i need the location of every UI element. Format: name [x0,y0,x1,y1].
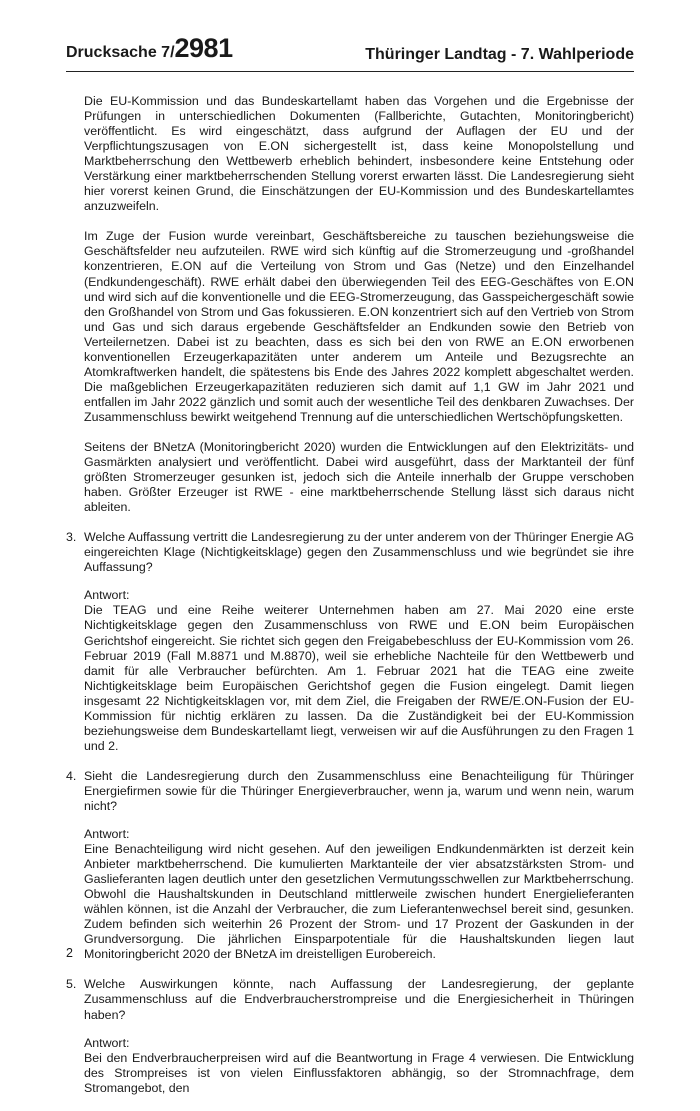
document-number-value: 2981 [174,33,233,63]
answer-block [84,588,634,754]
parliament-title: Thüringer Landtag - 7. Wahlperiode [365,46,634,63]
page-header [66,34,634,70]
question-text: Welche Auswirkungen könnte, nach Auffassung der Landesregierung, der geplante Zusammenschluss auf die Endverbraucherstrompreise und die Energiesicherheit in Thüringen haben? [84,977,634,1022]
answer-text: Eine Benachteiligung wird nicht gesehen. Auf den jeweiligen Endkundenmärkten ist derzeit kein Anbieter marktbeherrschend. Die kumulierten Marktanteile der vier absatzstärksten Strom- und Gaslieferanten lagen deutlich unter den gesetzlichen Vermutungsschwellen zur Marktbeherrschung. Obwohl die Haushaltskunden in Deutschland mittlerweile zwischen hundert Energielieferanten wählen können, ist die Anzahl der Verbraucher, die zum Lieferantenwechsel bereit sind, gesunken. Zudem befinden sich weiterhin 26 Prozent der Strom- und 17 Prozent der Gaskunden in der Grundversorgung. Die jährlichen Einsparpotentiale für die Haushaltskunden liegen laut Monitoringbericht 2020 der BNetzA im dreistelligen Eurobereich. [84,842,634,962]
answer-label: Antwort: [84,827,130,842]
question-number: 4. [66,768,77,783]
question-text: Sieht die Landesregierung durch den Zusammenschluss eine Benachteiligung für Thüringer Energiefirmen sowie für die Thüringer Energieverbraucher, wenn ja, warum und wenn nein, warum nicht? [84,768,634,813]
question-text: Welche Auffassung vertritt die Landesregierung zu der unter anderem von der Thüringer Energie AG eingereichten Klage (Nichtigkeitsklage) gegen den Zusammenschluss und wie begründet sie ihre Auffassung? [84,530,634,575]
answer-text: Die TEAG und eine Reihe weiterer Unternehmen haben am 27. Mai 2020 eine erste Nichtigkeitsklage gegen den Zusammenschluss von RWE und E.ON beim Europäischen Gerichtshof eingereicht. Sie richtet sich gegen den Freigabebeschluss der EU-Kommission vom 26. Februar 2019 (Fall M.8871 und M.8870), weil sie erhebliche Nachteile für den Wettbewerb und damit für alle Verbraucher befürchten. Am 1. Februar 2021 hat die TEAG eine zweite Nichtigkeitsklage beim Europäischen Gerichtshof gegen die Fusion eingelegt. Damit liegen insgesamt 22 Nichtigkeitsklagen vor, mit dem Ziel, die Freigaben der RWE/E.ON-Fusion der EU-Kommission für nichtig erklären zu lassen. Da die Zuständigkeit bei der EU-Kommission beziehungsweise dem Bundeskartellamt liegt, verweisen wir auf die Ausführungen zu den Fragen 1 und 2. [84,603,634,753]
header-rule [66,71,634,72]
answer-block [84,827,634,962]
document-body [66,94,634,1111]
question-item [66,530,634,575]
document-number-prefix: Drucksache 7/ [66,44,175,61]
question-item [66,769,634,814]
question-number: 3. [66,530,77,545]
answer-block [84,1036,634,1096]
answer-label: Antwort: [84,1035,130,1050]
body-paragraph: Seitens der BNetzA (Monitoringbericht 2020) wurden die Entwicklungen auf den Elektrizitäts- und Gasmärkten analysiert und veröffentlicht. Dabei wird ausgeführt, dass der Marktanteil der fünf größten Stromerzeuger gesunken ist, jedoch sich die Anteile innerhalb der Gruppe verschoben haben. Größter Erzeuger ist RWE - eine marktbeherrschende Stellung lässt sich daraus nicht ableiten. [84,439,634,515]
body-paragraph: Die EU-Kommission und das Bundeskartellamt haben das Vorgehen und die Ergebnisse der Prüfungen in unterschiedlichen Dokumenten (Fallberichte, Gutachten, Monitoringbericht) veröffentlicht. Es wird eingeschätzt, dass aufgrund der Auflagen der EU und der Verpflichtungszusagen von E.ON sichergestellt ist, dass keine Monopolstellung und Marktbeherrschung den Wettbewerb erheblich behindert, insbesondere keine Entstehung oder Verstärkung einer marktbeherrschenden Stellung vorerst erwarten lässt. Die Landesregierung sieht hier vorerst keinen Grund, die Einschätzungen der EU-Kommission und des Bundeskartellamtes anzuzweifeln. [84,94,634,214]
question-number: 5. [66,977,77,992]
document-number [66,33,233,64]
body-paragraph: Im Zuge der Fusion wurde vereinbart, Geschäftsbereiche zu tauschen beziehungsweise die Geschäftsfelder neu aufzuteilen. RWE wird sich künftig auf die Stromerzeugung und -großhandel konzentrieren, E.ON auf die Verteilung von Strom und Gas (Netze) und den Einzelhandel (Endkundengeschäft). RWE erhält dabei den überwiegenden Teil des EEG-Geschäftes von E.ON und wird sich auf die konventionelle und die EEG-Stromerzeugung, das Gasspeichergeschäft sowie den Großhandel von Strom und Gas fokussieren. E.ON konzentriert sich auf den Vertrieb von Strom und Gas und sich daraus ergebende Geschäftsfelder an Endkunden sowie den Betrieb von Verteilernetzen. Dabei ist zu beachten, dass es sich bei den von RWE an E.ON erworbenen konventionellen Erzeugerkapazitäten unter anderem um Anteile und Bezugsrechte an Atomkraftwerken handelt, die spätestens bis Ende des Jahres 2022 komplett abgeschaltet werden. Die maßgeblichen Erzeugerkapazitäten reduzieren sich damit auf 1,1 GW im Jahr 2021 und entfallen im Jahr 2022 gänzlich und somit auch der wesentliche Teil des denkbaren Zuwachses. Der Zusammenschluss bewirkt weitgehend Trennung auf die unterschiedlichen Wertschöpfungsketten. [84,229,634,424]
answer-label: Antwort: [84,588,130,603]
question-item [66,977,634,1022]
answer-text: Bei den Endverbraucherpreisen wird auf die Beantwortung in Frage 4 verwiesen. Die Entwicklung des Strompreises ist von vielen Einflussfaktoren abhängig, so der Stromnachfrage, dem Stromangebot, den [84,1050,634,1095]
page-number: 2 [66,946,73,960]
